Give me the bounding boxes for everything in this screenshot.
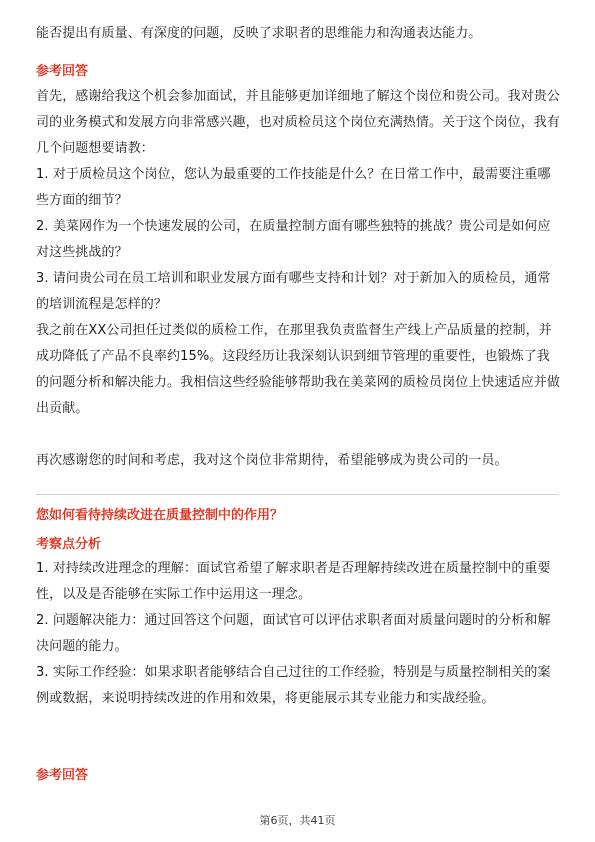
analysis-point-3: 3. 实际工作经验：如果求职者能够结合自己过往的工作经验，特别是与质量控制相关的案例或数据，来说明持续改进的作用和效果，将更能展示其专业能力和实战经验。 [36,665,551,706]
answer-opening-paragraph: 首先，感谢给我这个机会参加面试，并且能够更加详细地了解这个岗位和贵公司。我对贵公司的业务模式和发展方向非常感兴趣，也对质检员这个岗位充满热情。关于这个岗位，我有几个问题想要请教： [36,89,561,156]
answer-experience-paragraph: 我之前在XX公司担任过类似的质检工作，在那里我负责监督生产线上产品质量的控制，并成功降低了产品不良率约15%。这段经历让我深刻认识到细节管理的重要性，也锻炼了我的问题分析和解决能力。我相信这些经验能够帮助我在美菜网的质检员岗位上快速适应并做出贡献。 [36,323,561,416]
answer-question-3: 3. 请问贵公司在员工培训和职业发展方面有哪些支持和计划？对于新加入的质检员，通常的培训流程是怎样的？ [36,271,551,312]
interview-question-heading: 您如何看待持续改进在质量控制中的作用？ [36,508,284,523]
answer-closing-paragraph: 再次感谢您的时间和考虑，我对这个岗位非常期待，希望能够成为贵公司的一员。 [36,453,508,468]
reference-answer-heading-2: 参考回答 [36,768,89,783]
section-divider [36,494,559,495]
analysis-point-2: 2. 问题解决能力：通过回答这个问题，面试官可以评估求职者面对质量问题时的分析和解决问题的能力。 [36,613,551,654]
reference-answer-heading: 参考回答 [36,64,89,79]
analysis-point-1: 1. 对持续改进理念的理解：面试官希望了解求职者是否理解持续改进在质量控制中的重要性，以及是否能够在实际工作中运用这一理念。 [36,561,551,602]
page-number-footer: 第6页，共41页 [259,814,336,827]
answer-question-2: 2. 美菜网作为一个快速发展的公司，在质量控制方面有哪些独特的挑战？贵公司是如何应对这些挑战的？ [36,219,551,260]
analysis-heading: 考察点分析 [36,537,102,552]
answer-question-1: 1. 对于质检员这个岗位，您认为最重要的工作技能是什么？在日常工作中，最需要注重哪些方面的细节？ [36,167,551,208]
intro-paragraph-tail: 能否提出有质量、有深度的问题，反映了求职者的思维能力和沟通表达能力。 [36,26,482,41]
